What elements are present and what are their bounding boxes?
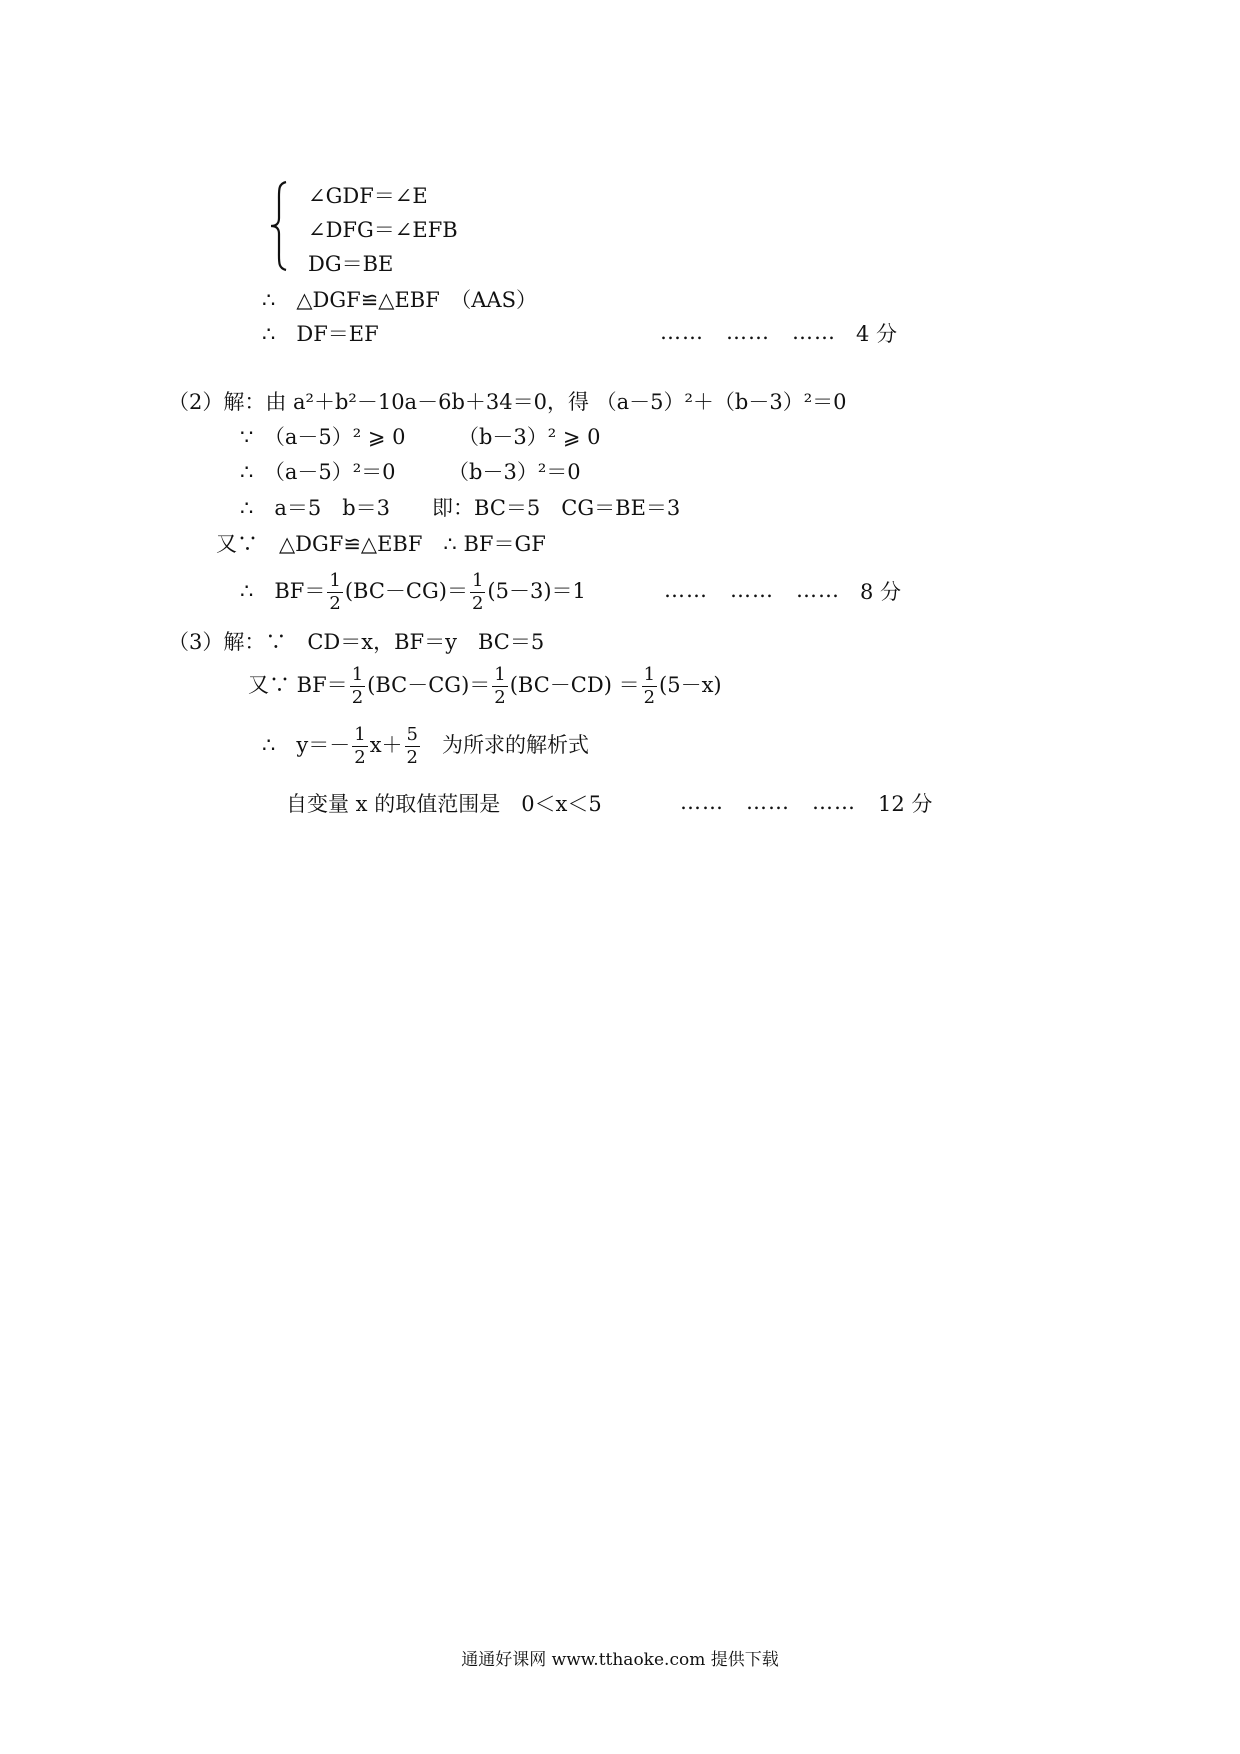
footer-credit: 通通好课网 www.tthaoke.com 提供下载 <box>461 1650 779 1670</box>
conclusion-line: ∴ DF＝EF <box>262 322 379 346</box>
brace-line-2: ∠DFG＝∠EFB <box>308 218 458 242</box>
part2-head: （2）解：由 a²＋b²－10a－6b＋34＝0，得 （a－5）²＋（b－3）²＝0 <box>168 390 847 414</box>
part2-because: ∵ （a－5）² ⩾ 0 （b－3）² ⩾ 0 <box>240 425 601 449</box>
y-mid: x＋ <box>369 733 403 757</box>
y-prefix: ∴ y＝－ <box>262 733 351 757</box>
part2-therefore-2: ∴ a＝5 b＝3 即：BC＝5 CG＝BE＝3 <box>240 496 681 520</box>
score-dots-12: …… …… …… <box>680 790 856 814</box>
half-fraction: $\frac{1}{2}$ <box>471 570 484 614</box>
part2-again: 又∵ △DGF≌△EBF ∴ BF＝GF <box>216 532 546 556</box>
again-end: (5－x) <box>659 673 722 697</box>
part3-head: （3）解：∵ CD＝x，BF＝y BC＝5 <box>168 630 545 654</box>
part2-therefore-1: ∴ （a－5）²＝0 （b－3）²＝0 <box>240 460 581 484</box>
again-prefix: 又∵ BF＝ <box>248 673 348 697</box>
left-brace <box>268 180 290 272</box>
part3-y-line <box>262 726 589 767</box>
half-fraction: $\frac{1}{2}$ <box>494 664 506 708</box>
brace-line-3: DG＝BE <box>308 252 394 276</box>
part3-domain: 自变量 x 的取值范围是 0＜x＜5 <box>286 792 602 816</box>
five-halves-fraction: $\frac{5}{2}$ <box>406 724 418 768</box>
part3-again-line <box>248 666 722 707</box>
brace-line-1: ∠GDF＝∠E <box>308 184 428 208</box>
y-suffix: 为所求的解析式 <box>442 733 590 757</box>
bf-mid: (BC－CG)＝ <box>344 579 468 603</box>
congruence-line: ∴ △DGF≌△EBF （AAS） <box>262 288 537 312</box>
half-fraction: $\frac{1}{2}$ <box>643 664 656 708</box>
score-4: 4 分 <box>856 322 898 346</box>
again-mid-2: (BC－CD) ＝ <box>509 673 640 697</box>
score-8: 8 分 <box>860 580 902 604</box>
part2-bf-line <box>240 572 586 613</box>
score-dots-4: …… …… …… <box>660 320 836 344</box>
bf-end: (5－3)＝1 <box>487 579 586 603</box>
score-12: 12 分 <box>878 792 933 816</box>
half-fraction: $\frac{1}{2}$ <box>329 570 341 614</box>
half-fraction: $\frac{1}{2}$ <box>351 664 364 708</box>
score-dots-8: …… …… …… <box>664 578 840 602</box>
half-fraction: $\frac{1}{2}$ <box>354 724 366 768</box>
bf-prefix: ∴ BF＝ <box>240 579 326 603</box>
again-mid-1: (BC－CG)＝ <box>367 673 491 697</box>
